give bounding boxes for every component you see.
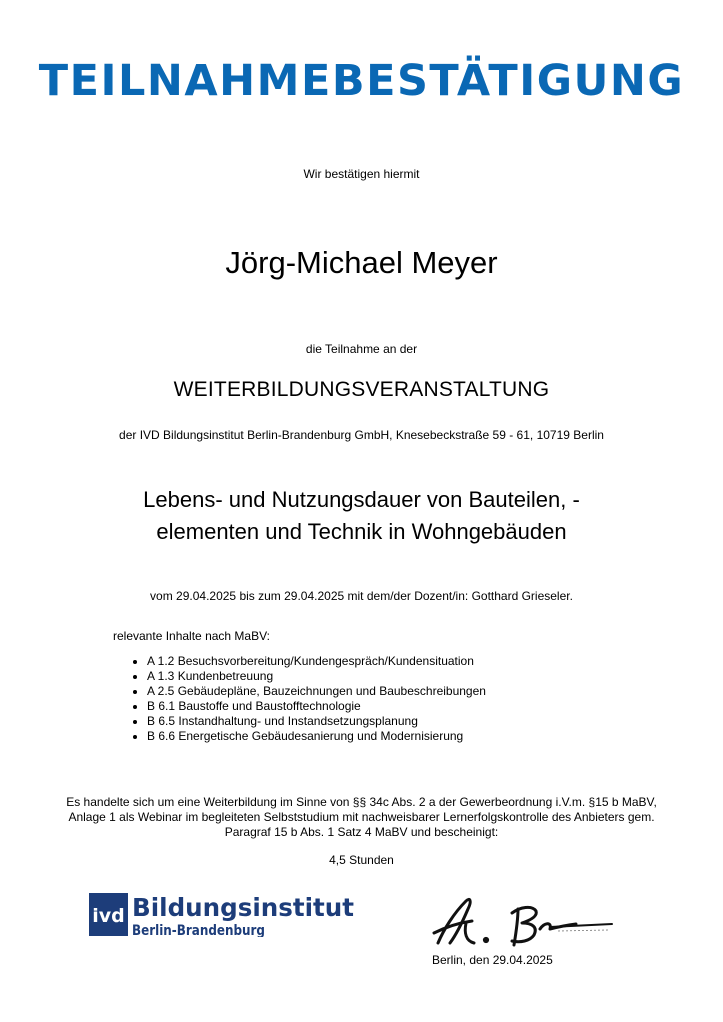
- contents-section: [113, 629, 486, 744]
- list-item: • A 1.3 Kundenbetreuung: [147, 669, 486, 684]
- certificate-title: TEILNAHMEBESTÄTIGUNG: [38, 56, 685, 106]
- legal-text: [0, 795, 723, 840]
- hours-text: 4,5 Stunden: [329, 853, 394, 867]
- list-item: • A 2.5 Gebäudepläne, Bauzeichnungen und Baubeschreibungen: [147, 684, 486, 699]
- participant-name: Jörg-Michael Meyer: [225, 245, 498, 280]
- organizer-text: der IVD Bildungsinstitut Berlin-Brandenburg GmbH, Knesebeckstraße 59 - 61, 10719 Berlin: [119, 428, 604, 442]
- participation-text: die Teilnahme an der: [305, 342, 418, 356]
- event-type: WEITERBILDUNGSVERANSTALTUNG: [173, 378, 550, 401]
- contents-list: [133, 654, 486, 744]
- intro-text: Wir bestätigen hiermit: [303, 167, 420, 181]
- logo-name: Bildungsinstitut: [132, 893, 355, 922]
- place-date: Berlin, den 29.04.2025: [432, 953, 553, 967]
- ivd-logo: [89, 893, 364, 937]
- logo-region: Berlin-Brandenburg: [132, 923, 265, 937]
- signature: [428, 893, 618, 953]
- date-lecturer-text: vom 29.04.2025 bis zum 29.04.2025 mit dem/der Dozent/in: Gotthard Grieseler.: [150, 589, 573, 603]
- course-title: [0, 484, 723, 548]
- course-title-line-1: Lebens- und Nutzungsdauer von Bauteilen, -: [143, 487, 580, 512]
- list-item: • A 1.2 Besuchsvorbereitung/Kundengespräch/Kundensituation: [147, 654, 486, 669]
- logo-badge-text: ivd: [92, 905, 125, 927]
- list-item: • B 6.5 Instandhaltung- und Instandsetzungsplanung: [147, 714, 486, 729]
- course-title-line-2: elementen und Technik in Wohngebäuden: [156, 519, 567, 544]
- list-item: • B 6.1 Baustoffe und Baustofftechnologie: [147, 699, 486, 714]
- contents-label: relevante Inhalte nach MaBV:: [113, 629, 270, 643]
- legal-line-2: Anlage 1 als Webinar im begleiteten Selbststudium mit nachweisbarer Lernerfolgskontrolle des Anbieters gem.: [68, 810, 655, 824]
- legal-line-3: Paragraf 15 b Abs. 1 Satz 4 MaBV und bescheinigt:: [224, 825, 499, 839]
- list-item: • B 6.6 Energetische Gebäudesanierung und Modernisierung: [147, 729, 486, 744]
- legal-line-1: Es handelte sich um eine Weiterbildung im Sinne von §§ 34c Abs. 2 a der Gewerbeordnung i.V.m. §15 b MaBV,: [66, 795, 657, 809]
